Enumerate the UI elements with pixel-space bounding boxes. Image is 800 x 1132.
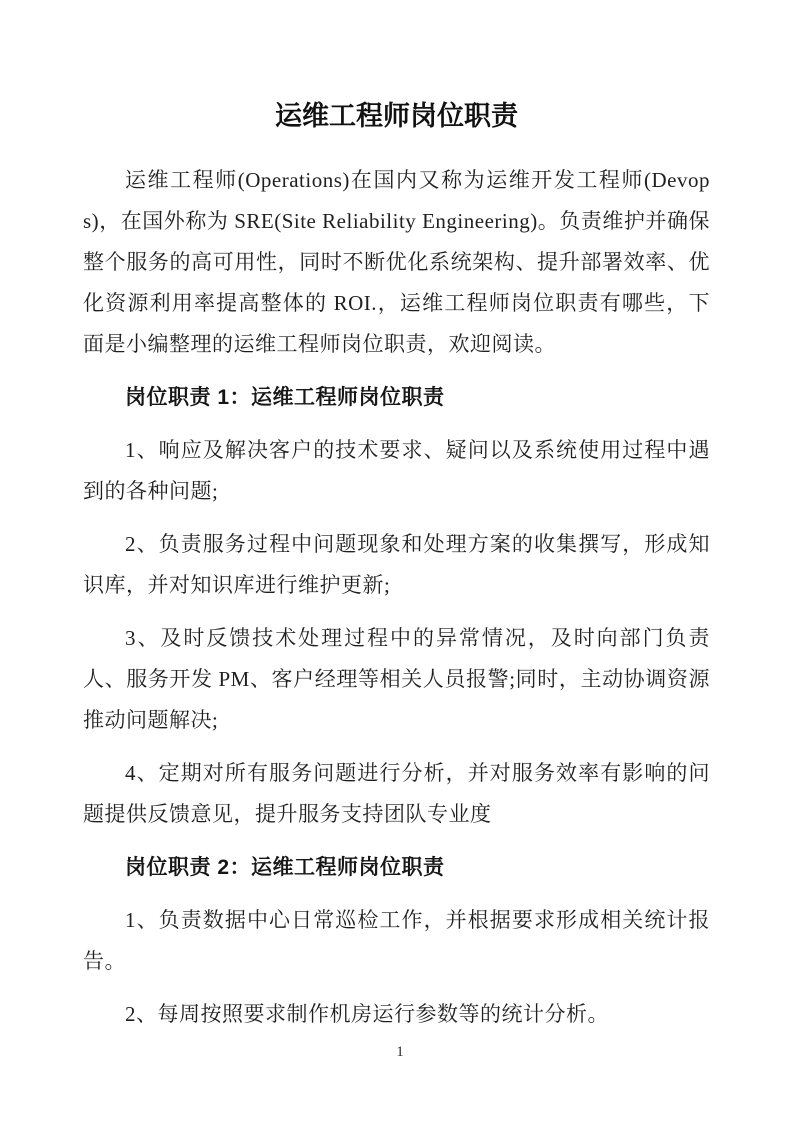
section-1-item-4: 4、定期对所有服务问题进行分析，并对服务效率有影响的问题提供反馈意见，提升服务支持团队专业度 xyxy=(83,761,710,826)
section-1-item-3: 3、及时反馈技术处理过程中的异常情况，及时向部门负责人、服务开发 PM、客户经理等相关人员报警;同时，主动协调资源推动问题解决; xyxy=(83,626,710,732)
section-2-item-2: 2、每周按照要求制作机房运行参数等的统计分析。 xyxy=(125,1002,609,1026)
section-1-heading: 岗位职责 1：运维工程师岗位职责 xyxy=(125,386,445,409)
section-1-item-2: 2、负责服务过程中问题现象和处理方案的收集撰写，形成知识库，并对知识库进行维护更新; xyxy=(83,532,710,597)
section-2-heading: 岗位职责 2：运维工程师岗位职责 xyxy=(125,856,445,879)
section-2-item-1: 1、负责数据中心日常巡检工作，并根据要求形成相关统计报告。 xyxy=(83,908,710,973)
document-title: 运维工程师岗位职责 xyxy=(275,101,518,131)
intro-paragraph: 运维工程师(Operations)在国内又称为运维开发工程师(Devops)，在国外称为 SRE(Site Reliability Engineering)。负责维护并确保整个服务的高可用性，同时不断优化系统架构、提升部署效率、优化资源利用率提高整体的 ROI.，运维工程师岗位职责有哪些，下面是小编整理的运维工程师岗位职责，欢迎阅读。 xyxy=(83,168,710,356)
page-number: 1 xyxy=(396,1044,404,1060)
section-1-item-1: 1、响应及解决客户的技术要求、疑问以及系统使用过程中遇到的各种问题; xyxy=(83,438,710,503)
